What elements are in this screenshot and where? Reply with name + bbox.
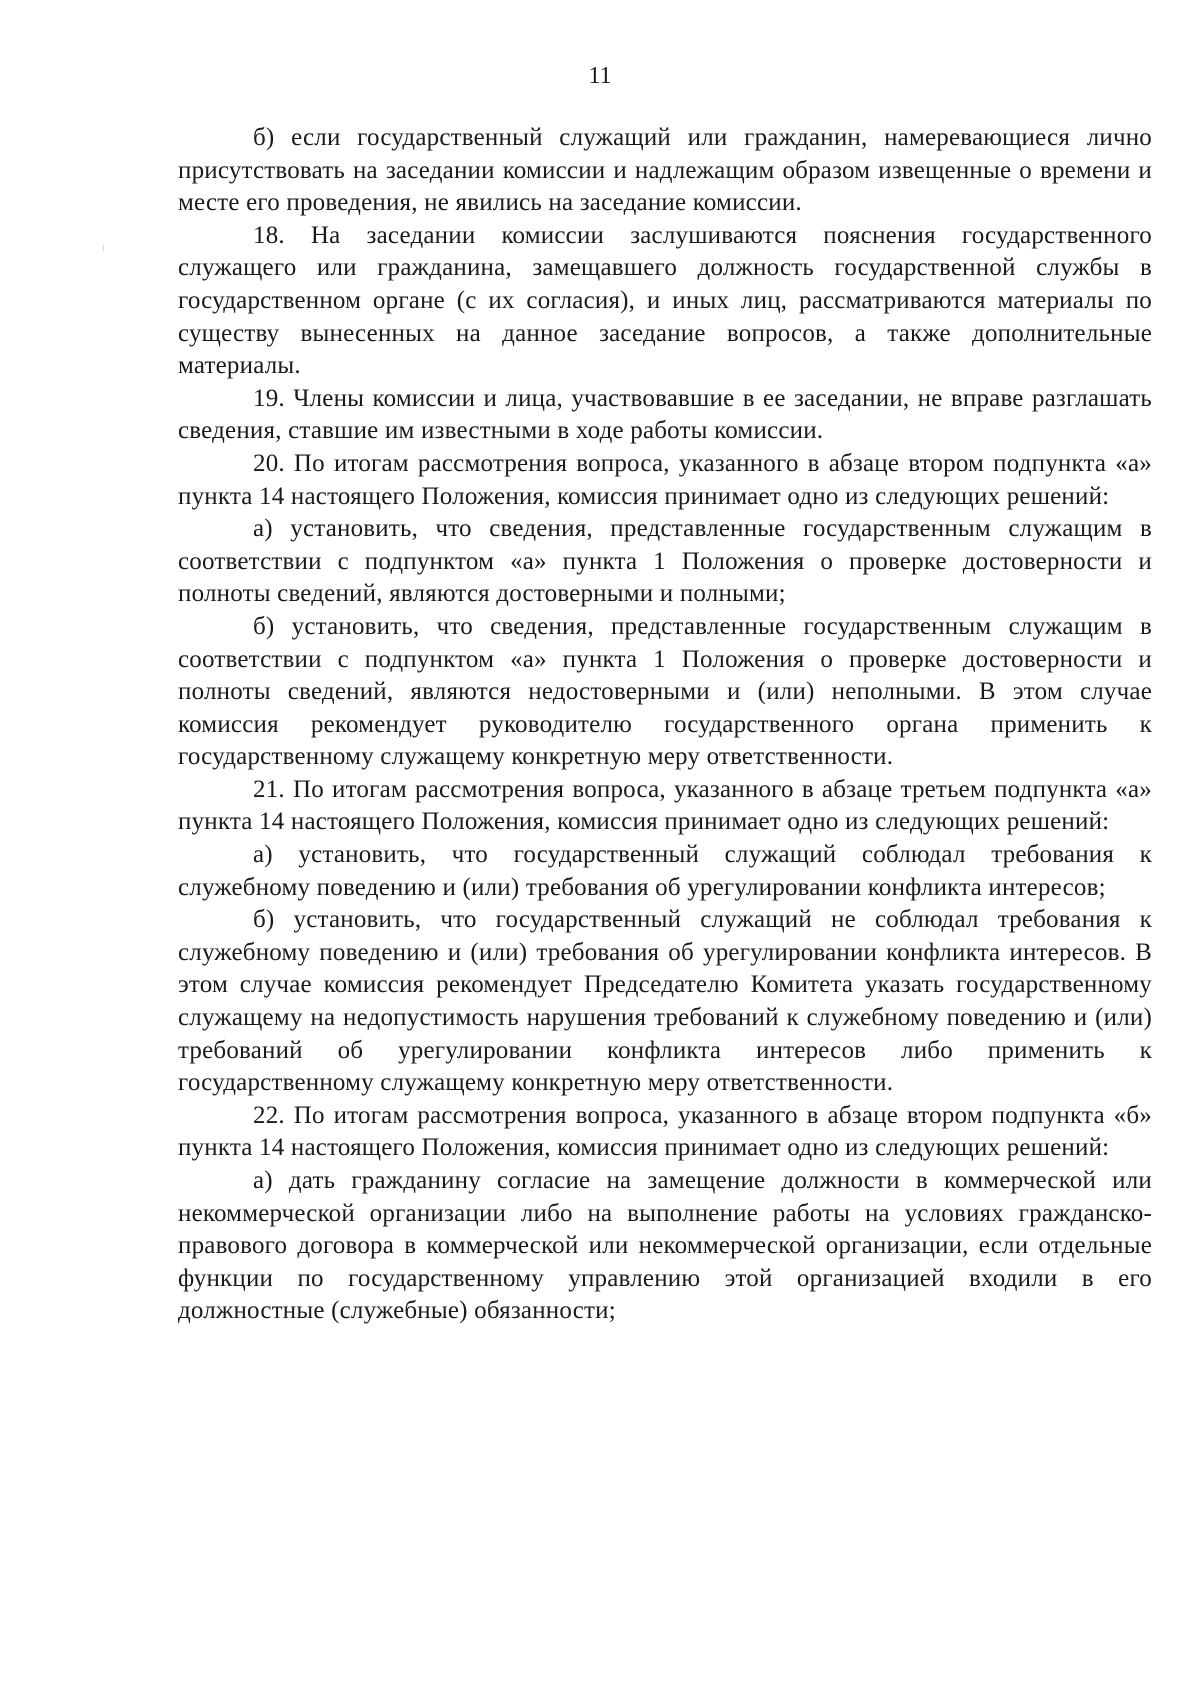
scan-margin-mark bbox=[103, 245, 104, 251]
paragraph-21b: б) установить, что государственный служащий не соблюдал требования к служебному поведению и (или) требования об урегулировании конфликта интересов. В этом случае комиссия рекомендует Председателю Комитета указать государственному служащему на недопустимость нарушения требований к служебному поведению и (или) требований об урегулировании конфликта интересов либо применить к государственному служащему конкретную меру ответственности. bbox=[178, 906, 1152, 1097]
paragraph-19: 19. Члены комиссии и лица, участвовавшие в ее заседании, не вправе разглашать сведения, ставшие им известными в ходе работы комиссии. bbox=[178, 384, 1152, 445]
paragraph-17b: б) если государственный служащий или гражданин, намеревающиеся лично присутствовать на заседании комиссии и надлежащим образом извещенные о времени и месте его проведения, не явились на заседание комиссии. bbox=[178, 124, 1152, 217]
paragraph-21: 21. По итогам рассмотрения вопроса, указанного в абзаце третьем подпункта «а» пункта 14 настоящего Положения, комиссия принимает одно из следующих решений: bbox=[178, 775, 1152, 836]
paragraph-20a: а) установить, что сведения, представленные государственным служащим в соответствии с подпунктом «а» пункта 1 Положения о проверке достоверности и полноты сведений, являются достоверными и полными; bbox=[178, 515, 1152, 608]
paragraph-20: 20. По итогам рассмотрения вопроса, указанного в абзаце втором подпункта «а» пункта 14 настоящего Положения, комиссия принимает одно из следующих решений: bbox=[178, 449, 1152, 510]
paragraph-21a: а) установить, что государственный служащий соблюдал требования к служебному поведению и (или) требования об урегулировании конфликта интересов; bbox=[178, 841, 1152, 901]
paragraph-22a: а) дать гражданину согласие на замещение должности в коммерческой или некоммерческой организации либо на выполнение работы на условиях гражданско-правового договора в коммерческой или некоммерческой организации, если отдельные функции по государственному управлению этой организацией входили в его должностные (служебные) обязанности; bbox=[178, 1167, 1152, 1325]
paragraph-22: 22. По итогам рассмотрения вопроса, указанного в абзаце втором подпункта «б» пункта 14 настоящего Положения, комиссия принимает одно из следующих решений: bbox=[178, 1101, 1152, 1162]
document-body bbox=[178, 122, 1152, 1328]
paragraph-18: 18. На заседании комиссии заслушиваются пояснения государственного служащего или гражданина, замещавшего должность государственной службы в государственном органе (с их согласия), и иных лиц, рассматриваются материалы по существу вынесенных на данное заседание вопросов, а также дополнительные материалы. bbox=[178, 221, 1152, 380]
page-number: 11 bbox=[588, 63, 612, 89]
paragraph-20b: б) установить, что сведения, представленные государственным служащим в соответствии с подпунктом «а» пункта 1 Положения о проверке достоверности и полноты сведений, являются недостоверными и (или) неполными. В этом случае комиссия рекомендует руководителю государственного органа применить к государственному служащему конкретную меру ответственности. bbox=[178, 612, 1152, 771]
